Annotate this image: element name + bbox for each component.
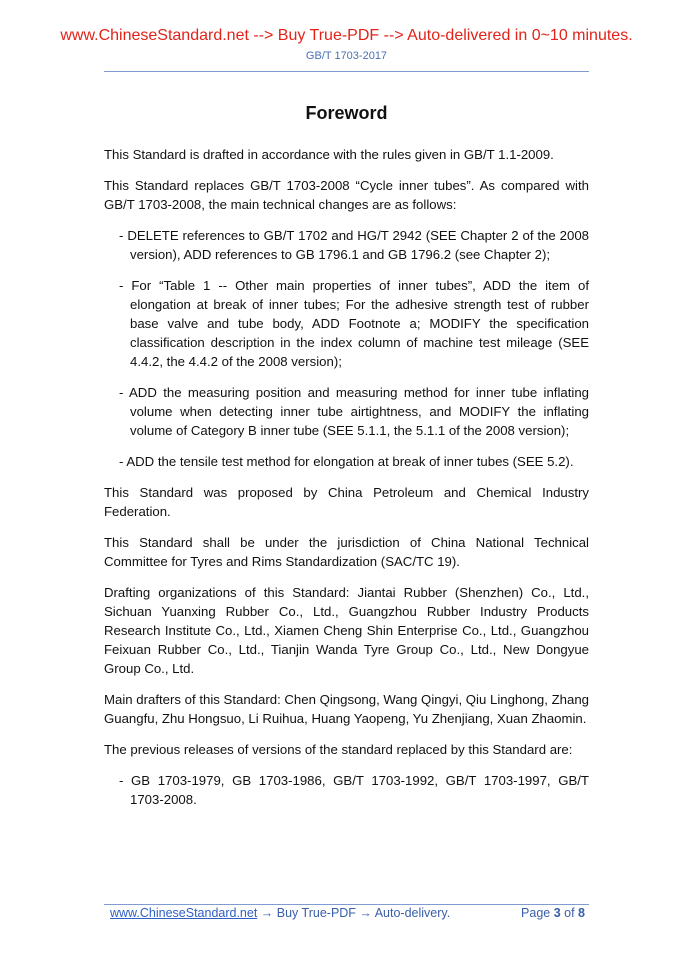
list-item bbox=[104, 452, 589, 471]
list-item bbox=[104, 276, 589, 371]
list-item bbox=[104, 383, 589, 440]
list-dash: - bbox=[119, 278, 132, 293]
paragraph: This Standard was proposed by China Petroleum and Chemical Industry Federation. bbox=[104, 485, 589, 519]
list-item-text: DELETE references to GB/T 1702 and HG/T 2942 (SEE Chapter 2 of the 2008 version), ADD references to GB 1796.1 and GB 1796.2 (see Chapter 2); bbox=[127, 228, 589, 262]
footer-divider bbox=[104, 904, 589, 905]
list-dash: - bbox=[119, 228, 128, 243]
paragraph: This Standard shall be under the jurisdiction of China National Technical Committee for Tyres and Rims Standardization (SAC/TC 19). bbox=[104, 535, 589, 569]
footer-promo bbox=[110, 906, 450, 920]
page-label: Page bbox=[521, 906, 554, 920]
list-item-text: ADD the tensile test method for elongation at break of inner tubes (SEE 5.2). bbox=[126, 454, 574, 469]
page-current: 3 bbox=[553, 906, 561, 920]
top-banner[interactable]: www.ChineseStandard.net --> Buy True-PDF --> Auto-delivered in 0~10 minutes. bbox=[60, 27, 633, 44]
list-item-text: GB 1703-1979, GB 1703-1986, GB/T 1703-1992, GB/T 1703-1997, GB/T 1703-2008. bbox=[130, 773, 589, 807]
paragraph: This Standard replaces GB/T 1703-2008 “Cycle inner tubes”. As compared with GB/T 1703-2008, the main technical changes are as follows: bbox=[104, 178, 589, 212]
list-dash: - bbox=[119, 773, 132, 788]
list-item bbox=[104, 226, 589, 264]
list-dash: - bbox=[119, 454, 127, 469]
page-of: of bbox=[560, 906, 579, 920]
header-divider bbox=[104, 71, 589, 72]
previous-releases-list bbox=[104, 771, 589, 809]
footer-site-link[interactable]: www.ChineseStandard.net bbox=[110, 906, 258, 920]
paragraph: Drafting organizations of this Standard: Jiantai Rubber (Shenzhen) Co., Ltd., Sichuan Yuanxing Rubber Co., Ltd., Guangzhou Rubber Industry Products Research Institute Co., Ltd., Xiamen Cheng Shin Enterprise Co., Ltd., Guangzhou Feixuan Rubber Co., Ltd., Tianjin Wanda Tyre Group Co., Ltd., New Dongyue Group Co., Ltd. bbox=[104, 585, 589, 676]
page-number bbox=[521, 906, 585, 920]
foreword-body bbox=[104, 145, 589, 821]
changes-list bbox=[104, 226, 589, 471]
footer-promo-text: → Buy True-PDF → Auto-delivery. bbox=[257, 906, 451, 920]
list-item-text: ADD the measuring position and measuring method for inner tube inflating volume when detecting inner tube airtightness, and MODIFY the inflating volume of Category B inner tube (SEE 5.1.1, the 5.1.1 of the 2008 version); bbox=[129, 385, 589, 438]
list-item-text: For “Table 1 -- Other main properties of inner tubes”, ADD the item of elongation at break of inner tubes; For the adhesive strength test of rubber base valve and tube body, ADD Footnote a; MODIFY the specification classification description in the index column of machine test mileage (SEE 4.4.2, the 4.4.2 of the 2008 version); bbox=[130, 278, 590, 369]
paragraph: The previous releases of versions of the standard replaced by this Standard are: bbox=[104, 742, 573, 757]
list-item bbox=[104, 771, 589, 809]
page-title: Foreword bbox=[305, 103, 388, 123]
page-total: 8 bbox=[578, 906, 585, 920]
paragraph: This Standard is drafted in accordance with the rules given in GB/T 1.1-2009. bbox=[104, 147, 554, 162]
paragraph: Main drafters of this Standard: Chen Qingsong, Wang Qingyi, Qiu Linghong, Zhang Guangfu, Zhu Hongsuo, Li Ruihua, Huang Yaopeng, Yu Zhenjiang, Xuan Zhaomin. bbox=[104, 692, 589, 726]
document-code: GB/T 1703-2017 bbox=[305, 50, 388, 62]
list-dash: - bbox=[119, 385, 130, 400]
